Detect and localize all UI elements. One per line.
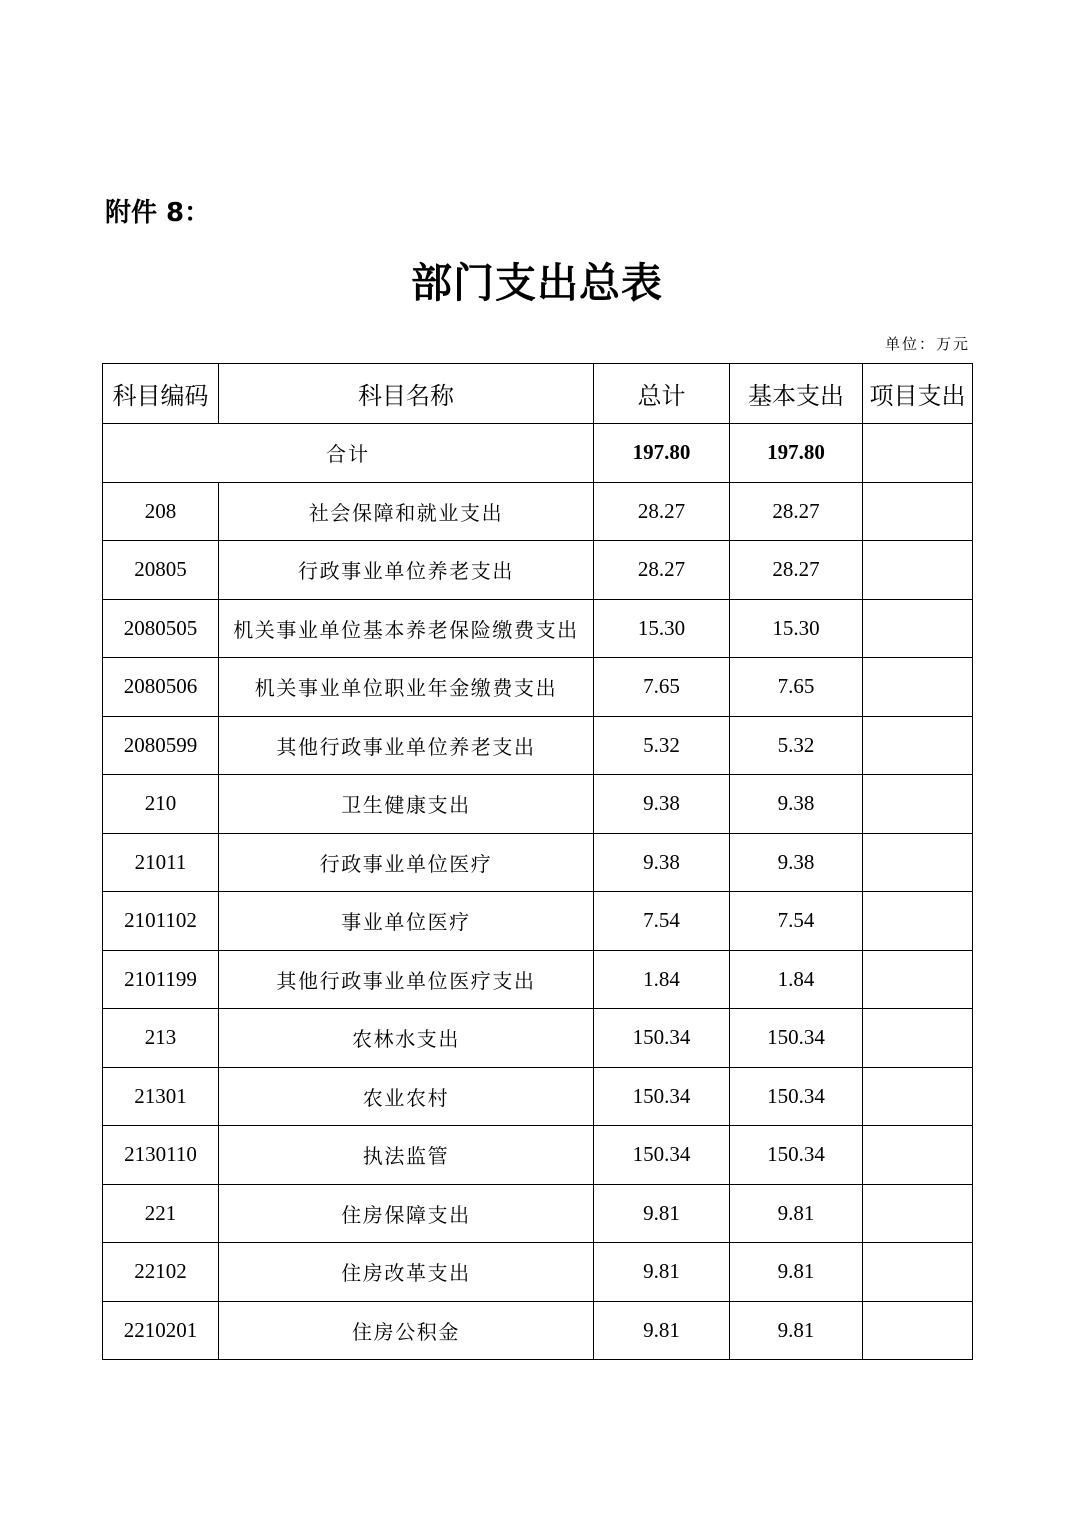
header-row	[103, 364, 973, 424]
header-subject-name: 科目名称	[219, 364, 594, 424]
page-title: 部门支出总表	[411, 260, 663, 306]
basic-expense-cell: 15.30	[730, 599, 863, 658]
subject-name-cell: 执法监管	[219, 1126, 594, 1185]
subject-name-cell: 事业单位医疗	[219, 892, 594, 951]
basic-expense-cell: 7.65	[730, 658, 863, 717]
subject-name-cell: 住房公积金	[219, 1301, 594, 1360]
table-body	[103, 424, 973, 1360]
subject-name-cell: 行政事业单位养老支出	[219, 541, 594, 600]
project-expense-cell	[863, 599, 973, 658]
total-total-cell: 197.80	[594, 424, 730, 483]
subject-code-cell: 21011	[103, 833, 219, 892]
subject-name-cell: 其他行政事业单位医疗支出	[219, 950, 594, 1009]
project-expense-cell	[863, 1126, 973, 1185]
table-row	[103, 1126, 973, 1185]
project-expense-cell	[863, 892, 973, 951]
table-row	[103, 716, 973, 775]
basic-expense-cell: 5.32	[730, 716, 863, 775]
total-cell: 7.65	[594, 658, 730, 717]
basic-expense-cell: 150.34	[730, 1067, 863, 1126]
project-expense-cell	[863, 658, 973, 717]
basic-expense-cell: 9.81	[730, 1184, 863, 1243]
subject-code-cell: 221	[103, 1184, 219, 1243]
basic-expense-cell: 28.27	[730, 541, 863, 600]
subject-name-cell: 机关事业单位职业年金缴费支出	[219, 658, 594, 717]
basic-expense-cell: 7.54	[730, 892, 863, 951]
subject-name-cell: 社会保障和就业支出	[219, 482, 594, 541]
total-cell: 15.30	[594, 599, 730, 658]
subject-name-cell: 农林水支出	[219, 1009, 594, 1068]
attachment-label: 附件 8：	[105, 198, 211, 228]
expenditure-table	[102, 363, 973, 1360]
table-row	[103, 658, 973, 717]
project-expense-cell	[863, 482, 973, 541]
total-cell: 150.34	[594, 1067, 730, 1126]
table-row	[103, 1301, 973, 1360]
subject-name-cell: 机关事业单位基本养老保险缴费支出	[219, 599, 594, 658]
subject-code-cell: 2080506	[103, 658, 219, 717]
subject-name-cell: 其他行政事业单位养老支出	[219, 716, 594, 775]
total-cell: 28.27	[594, 482, 730, 541]
total-row	[103, 424, 973, 483]
header-project-expense: 项目支出	[863, 364, 973, 424]
table-row	[103, 1243, 973, 1302]
total-cell: 9.38	[594, 775, 730, 834]
total-cell: 5.32	[594, 716, 730, 775]
header-total: 总计	[594, 364, 730, 424]
subject-code-cell: 2210201	[103, 1301, 219, 1360]
subject-code-cell: 2130110	[103, 1126, 219, 1185]
table-row	[103, 1184, 973, 1243]
subject-name-cell: 住房保障支出	[219, 1184, 594, 1243]
total-cell: 150.34	[594, 1126, 730, 1185]
total-basic-expense-cell: 197.80	[730, 424, 863, 483]
subject-code-cell: 2101199	[103, 950, 219, 1009]
table-row	[103, 892, 973, 951]
basic-expense-cell: 9.81	[730, 1243, 863, 1302]
subject-code-cell: 2080505	[103, 599, 219, 658]
subject-name-cell: 农业农村	[219, 1067, 594, 1126]
project-expense-cell	[863, 1009, 973, 1068]
unit-label: 单位：万元	[884, 335, 970, 353]
table-row	[103, 599, 973, 658]
project-expense-cell	[863, 1243, 973, 1302]
project-expense-cell	[863, 541, 973, 600]
table-row	[103, 775, 973, 834]
subject-code-cell: 213	[103, 1009, 219, 1068]
subject-name-cell: 行政事业单位医疗	[219, 833, 594, 892]
total-cell: 1.84	[594, 950, 730, 1009]
total-cell: 9.38	[594, 833, 730, 892]
project-expense-cell	[863, 1067, 973, 1126]
total-project-expense-cell	[863, 424, 973, 483]
project-expense-cell	[863, 775, 973, 834]
project-expense-cell	[863, 716, 973, 775]
total-cell: 9.81	[594, 1184, 730, 1243]
total-cell: 9.81	[594, 1243, 730, 1302]
table-row	[103, 541, 973, 600]
project-expense-cell	[863, 1301, 973, 1360]
subject-code-cell: 21301	[103, 1067, 219, 1126]
table-row	[103, 482, 973, 541]
subject-name-cell: 住房改革支出	[219, 1243, 594, 1302]
basic-expense-cell: 150.34	[730, 1126, 863, 1185]
header-basic-expense: 基本支出	[730, 364, 863, 424]
table-row	[103, 1009, 973, 1068]
total-cell: 9.81	[594, 1301, 730, 1360]
total-label: 合计	[103, 424, 594, 483]
basic-expense-cell: 1.84	[730, 950, 863, 1009]
subject-code-cell: 20805	[103, 541, 219, 600]
project-expense-cell	[863, 1184, 973, 1243]
project-expense-cell	[863, 950, 973, 1009]
total-cell: 7.54	[594, 892, 730, 951]
header-subject-code: 科目编码	[103, 364, 219, 424]
subject-code-cell: 2080599	[103, 716, 219, 775]
basic-expense-cell: 9.38	[730, 775, 863, 834]
table-header	[103, 364, 973, 424]
subject-code-cell: 210	[103, 775, 219, 834]
project-expense-cell	[863, 833, 973, 892]
table-row	[103, 833, 973, 892]
total-cell: 150.34	[594, 1009, 730, 1068]
total-cell: 28.27	[594, 541, 730, 600]
basic-expense-cell: 28.27	[730, 482, 863, 541]
basic-expense-cell: 150.34	[730, 1009, 863, 1068]
basic-expense-cell: 9.81	[730, 1301, 863, 1360]
table-row	[103, 950, 973, 1009]
subject-name-cell: 卫生健康支出	[219, 775, 594, 834]
subject-code-cell: 2101102	[103, 892, 219, 951]
subject-code-cell: 208	[103, 482, 219, 541]
basic-expense-cell: 9.38	[730, 833, 863, 892]
table-row	[103, 1067, 973, 1126]
subject-code-cell: 22102	[103, 1243, 219, 1302]
